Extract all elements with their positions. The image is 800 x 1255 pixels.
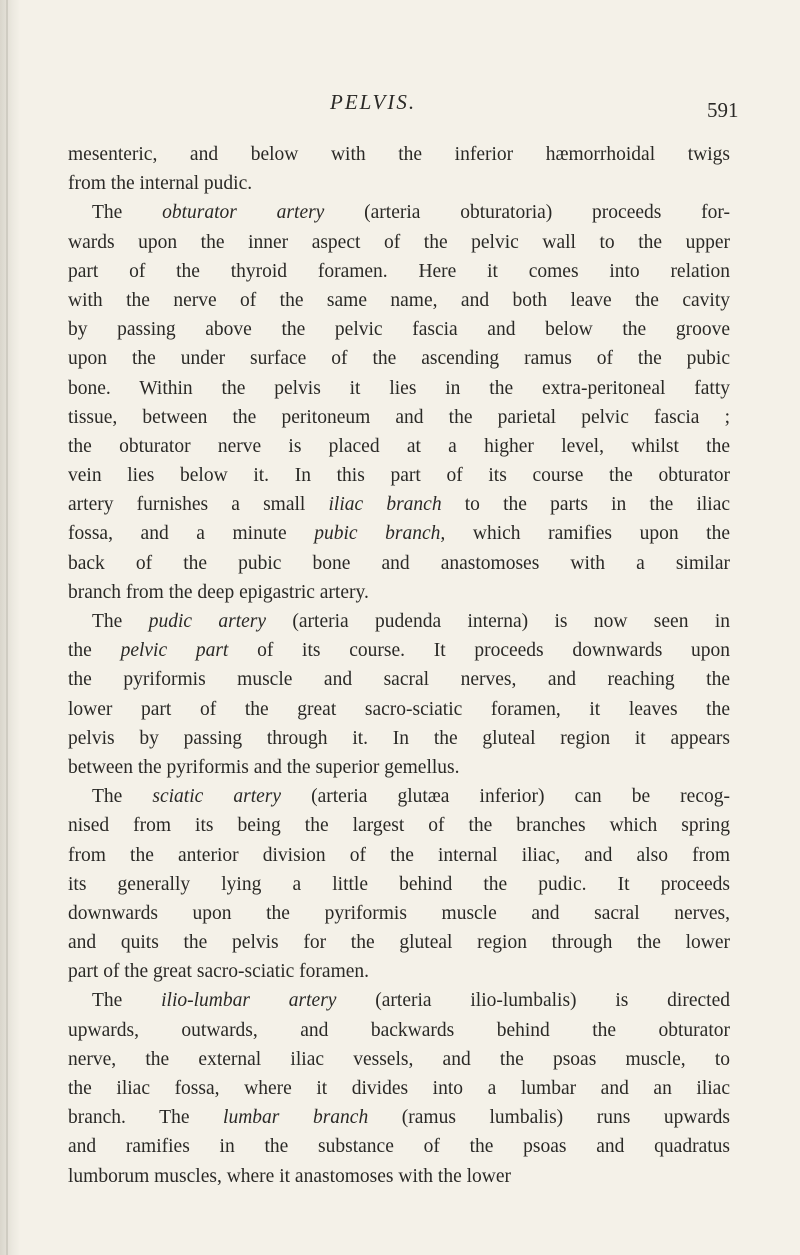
body-text <box>68 140 730 1191</box>
text-run: lumborum muscles, where it anastomoses with the lower <box>68 1165 511 1187</box>
text-run: The <box>92 611 149 632</box>
text-run: pelvis by passing through it. In the gluteal region it appears <box>68 727 730 749</box>
italic-term: obturator artery <box>162 202 325 224</box>
text-run: bone. Within the pelvis it lies in the extra-peritoneal fatty <box>68 377 730 399</box>
text-line <box>68 315 730 344</box>
text-line <box>68 899 730 928</box>
text-line <box>68 198 730 227</box>
text-line <box>68 228 730 257</box>
text-line <box>68 636 730 665</box>
text-line <box>68 607 730 636</box>
text-run: downwards upon the pyriformis muscle and sacral nerves, <box>68 902 730 924</box>
text-line <box>68 928 730 957</box>
text-run: the iliac fossa, where it divides into a lumbar and an iliac <box>68 1078 730 1099</box>
text-run: artery furnishes a small <box>68 494 329 516</box>
text-run: between the pyriformis and the superior gemellus. <box>68 756 460 778</box>
text-line <box>68 724 730 753</box>
text-line <box>68 549 730 578</box>
text-line <box>68 140 730 169</box>
text-line <box>68 695 730 724</box>
italic-term: pudic artery <box>148 611 267 632</box>
text-run: (arteria obturatoria) proceeds for- <box>324 202 730 224</box>
text-run: its generally lying a little behind the pudic. It proceeds <box>68 873 730 895</box>
italic-term: pelvic part <box>120 640 229 662</box>
text-run: (arteria glutæa inferior) can be recog- <box>281 786 730 808</box>
text-line <box>68 403 730 432</box>
text-run: upwards, outwards, and backwards behind the obturator <box>68 1019 730 1041</box>
text-line <box>68 753 730 782</box>
text-run: mesenteric, and below with the inferior hæmorrhoidal twigs <box>68 144 730 165</box>
text-line <box>68 344 730 373</box>
text-run: the obturator nerve is placed at a higher level, whilst the <box>68 435 730 457</box>
text-run: part of the thyroid foramen. Here it comes into relation <box>68 260 730 282</box>
text-run: which ramifies upon the <box>445 523 730 545</box>
text-line <box>68 841 730 870</box>
text-line <box>68 257 730 286</box>
text-run: from the internal pudic. <box>68 173 253 195</box>
italic-term: sciatic artery <box>152 786 282 808</box>
text-line <box>68 1074 730 1103</box>
running-title: PELVIS. <box>330 90 417 114</box>
text-run: nerve, the external iliac vessels, and the psoas muscle, to <box>68 1048 730 1070</box>
text-run: fossa, and a minute <box>68 523 315 545</box>
text-line <box>68 374 730 403</box>
text-run: back of the pubic bone and anastomoses with a similar <box>68 552 730 574</box>
text-line <box>68 169 730 198</box>
text-line <box>68 665 730 694</box>
text-line <box>68 1162 730 1191</box>
text-run: wards upon the inner aspect of the pelvic wall to the upper <box>68 231 730 253</box>
text-line <box>68 461 730 490</box>
text-line <box>68 519 730 548</box>
text-line <box>68 1103 730 1132</box>
text-run: (ramus lumbalis) runs upwards <box>368 1107 730 1129</box>
text-line <box>68 1016 730 1045</box>
text-run: and ramifies in the substance of the psoas and quadratus <box>68 1136 730 1158</box>
text-line <box>68 432 730 461</box>
text-run: The <box>92 990 162 1012</box>
italic-term: pubic branch, <box>314 523 446 545</box>
text-line <box>68 1132 730 1161</box>
text-run: the pyriformis muscle and sacral nerves, and reaching the <box>68 669 730 691</box>
text-run: branch. The <box>68 1107 224 1129</box>
text-run: tissue, between the peritoneum and the parietal pelvic fascia ; <box>68 406 730 428</box>
text-run: part of the great sacro-sciatic foramen. <box>68 961 370 983</box>
text-run: upon the under surface of the ascending ramus of the pubic <box>68 348 730 370</box>
text-run: The <box>92 202 163 224</box>
text-run: The <box>92 786 153 808</box>
text-run: (arteria ilio-lumbalis) is directed <box>336 990 730 1012</box>
page-number: 591 <box>707 98 739 122</box>
italic-term: ilio-lumbar artery <box>161 990 337 1012</box>
text-line <box>68 1045 730 1074</box>
text-line <box>68 578 730 607</box>
italic-term: iliac branch <box>328 494 442 516</box>
text-run: the <box>68 640 121 662</box>
text-line <box>68 782 730 811</box>
text-run: branch from the deep epigastric artery. <box>68 581 369 603</box>
text-run: by passing above the pelvic fascia and below the groove <box>68 319 730 341</box>
text-run: lower part of the great sacro-sciatic foramen, it leaves the <box>68 698 730 720</box>
page-binding-shadow <box>0 0 20 1255</box>
text-run: from the anterior division of the internal iliac, and also from <box>68 844 730 866</box>
text-run: vein lies below it. In this part of its course the obturator <box>68 465 730 487</box>
text-line <box>68 986 730 1015</box>
text-run: to the parts in the iliac <box>441 494 730 516</box>
page-binding-edge <box>6 0 8 1255</box>
text-line <box>68 811 730 840</box>
text-line <box>68 870 730 899</box>
text-line <box>68 286 730 315</box>
text-run: and quits the pelvis for the gluteal region through the lower <box>68 932 730 954</box>
text-run: of its course. It proceeds downwards upon <box>228 640 730 662</box>
text-line <box>68 957 730 986</box>
italic-term: lumbar branch <box>223 1107 369 1129</box>
text-line <box>68 490 730 519</box>
text-run: nised from its being the largest of the branches which spring <box>68 815 730 837</box>
text-run: with the nerve of the same name, and both leave the cavity <box>68 289 730 311</box>
running-head <box>0 88 800 128</box>
text-run: (arteria pudenda interna) is now seen in <box>266 611 730 632</box>
